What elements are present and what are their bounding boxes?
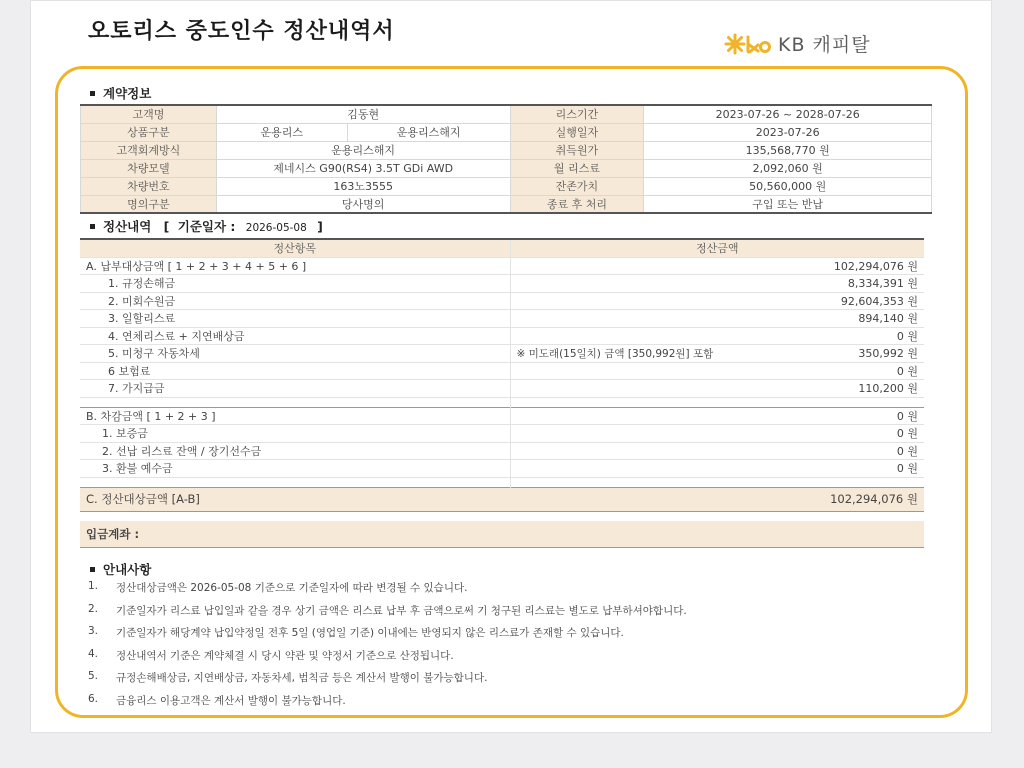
table-row: 1. 규정손해금 8,334,391 원 [80, 275, 924, 293]
table-row: 차량모델 제네시스 G90(RS4) 3.5T GDi AWD 월 리스료 2,092,060 원 [81, 159, 932, 177]
notes-section-title: 안내사항 [88, 560, 151, 578]
square-bullet-icon [90, 91, 95, 96]
base-date: 2026-05-08 [245, 222, 307, 234]
list-item: 1. 정산대상금액은 2026-05-08 기준으로 기준일자에 따라 변경될 수 있습니다. [88, 580, 468, 594]
contract-section-title: 계약정보 [88, 84, 151, 102]
total-row: C. 정산대상금액 [A-B] 102,294,076 원 [80, 487, 924, 511]
list-item: 2. 기준일자가 리스료 납입일과 같을 경우 상기 금액은 리스료 납부 후 금액으로써 기 청구된 리스료는 별도로 납부하셔야합니다. [88, 602, 687, 617]
table-row: 차량번호 163노3555 잔존가치 50,560,000 원 [81, 177, 932, 195]
list-item: 4. 정산내역서 기준은 계약체결 시 당시 약관 및 약정서 기준으로 산정됩니다. [88, 647, 454, 662]
account-row: 입금계좌 : [80, 521, 924, 547]
table-row: 3. 환불 예수금 0 원 [80, 460, 924, 478]
table-row: 7. 가지급금 110,200 원 [80, 380, 924, 398]
table-row: 4. 연체리스료 + 지연배상금 0 원 [80, 327, 924, 345]
spacer-row [80, 511, 924, 521]
contract-table [80, 104, 932, 214]
brand-name: KB 캐피탈 [778, 34, 871, 56]
table-header: 정산항목 정산금액 [80, 239, 924, 257]
table-row: A. 납부대상금액 [ 1 + 2 + 3 + 4 + 5 + 6 ] 102,294,076 원 [80, 257, 924, 275]
settlement-table [80, 238, 924, 548]
table-row: 1. 보증금 0 원 [80, 425, 924, 443]
table-row: 고객명 김동현 리스기간 2023-07-26 ~ 2028-07-26 [81, 105, 932, 123]
table-row: 6 보험료 0 원 [80, 362, 924, 380]
table-row: 고객회계방식 운용리스해지 취득원가 135,568,770 원 [81, 141, 932, 159]
spacer-row [80, 397, 924, 407]
table-row: 2. 미회수원금 92,604,353 원 [80, 292, 924, 310]
spacer-row [80, 477, 924, 487]
notes-list [88, 580, 687, 715]
square-bullet-icon [90, 224, 95, 229]
table-row: 2. 선납 리스료 잔액 / 장기선수금 0 원 [80, 442, 924, 460]
list-item: 5. 규정손해배상금, 지연배상금, 자동차세, 범칙금 등은 계산서 발행이 불가능합니다. [88, 670, 488, 684]
square-bullet-icon [90, 567, 95, 572]
brand-logo [724, 30, 871, 57]
settlement-section-title: 정산내역 [ 기준일자 : 2026-05-08 ] [88, 217, 323, 235]
list-item: 3. 기준일자가 해당계약 납입약정일 전후 5일 (영업일 기준) 이내에는 반영되지 않은 리스료가 존재할 수 있습니다. [88, 625, 624, 639]
tax-note: ※ 미도래(15일치) 금액 [350,992원] 포함 [510, 345, 810, 363]
table-row: 3. 일할리스료 894,140 원 [80, 310, 924, 328]
kb-star-logo-icon [724, 33, 772, 55]
page-title: 오토리스 중도인수 정산내역서 [88, 19, 395, 44]
table-row: 명의구분 당사명의 종료 후 처리 구입 또는 반납 [81, 195, 932, 213]
table-row: 5. 미청구 자동차세 ※ 미도래(15일치) 금액 [350,992원] 포함 350,992 원 [80, 345, 924, 363]
list-item: 6. 금융리스 이용고객은 계산서 발행이 불가능합니다. [88, 692, 346, 707]
table-row: B. 차감금액 [ 1 + 2 + 3 ] 0 원 [80, 407, 924, 425]
table-row: 상품구분 운용리스 운용리스해지 실행일자 2023-07-26 [81, 123, 932, 141]
